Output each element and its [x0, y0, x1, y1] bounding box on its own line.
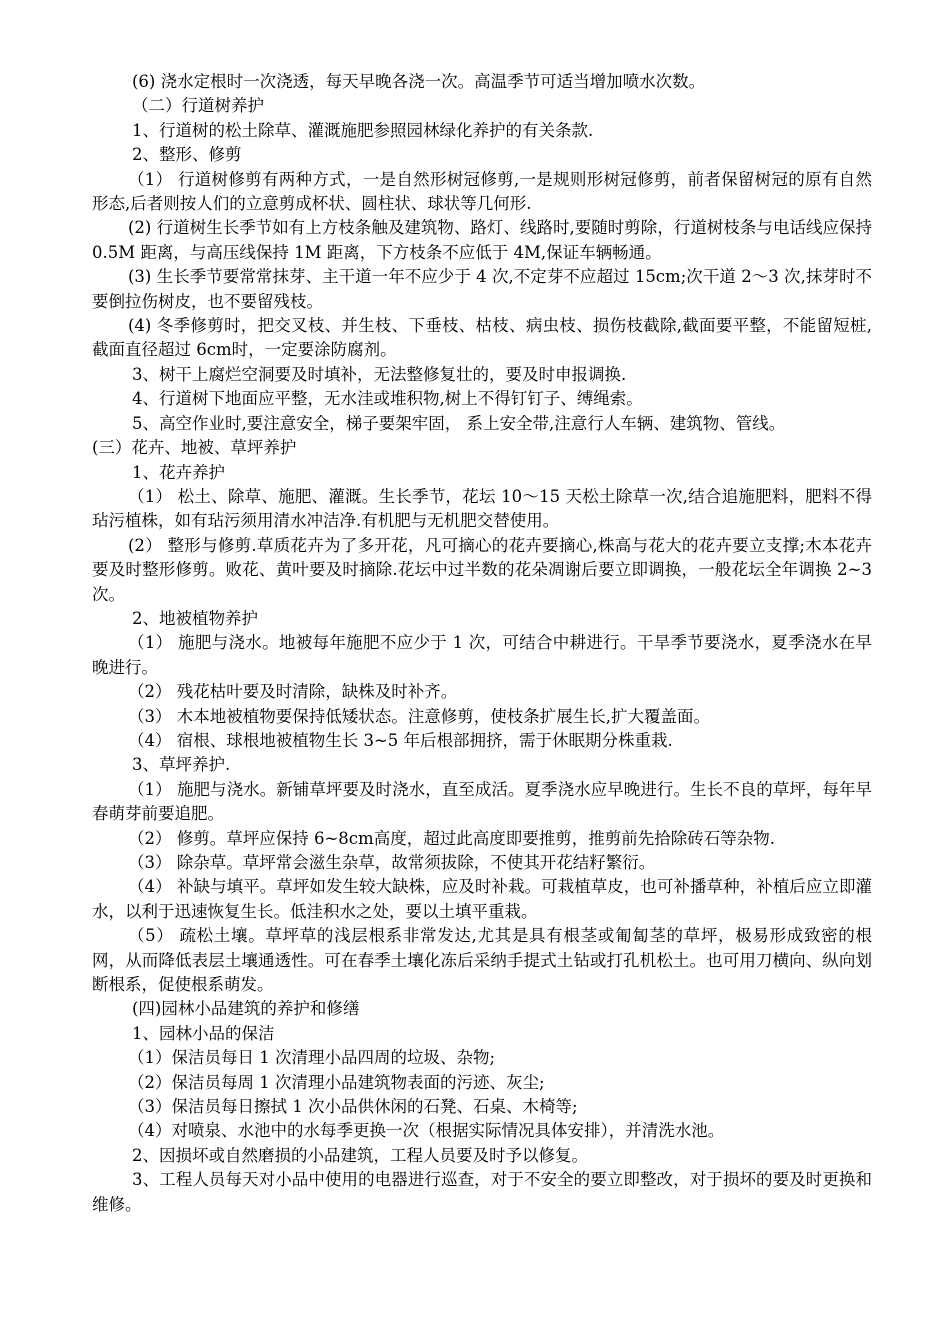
paragraph-cleaning-4: （4）对喷泉、水池中的水每季更换一次（根据实际情况具体安排），并清洗水池。	[128, 1121, 725, 1141]
paragraph-trunk-repair: 3、树干上腐烂空洞要及时填补，无法整修复壮的，要及时申报调换.	[132, 364, 627, 384]
paragraph-street-trees-weeding: 1、行道树的松土除草、灌溉施肥参照园林绿化养护的有关条款.	[132, 120, 594, 140]
subheading-structure-cleaning: 1、园林小品的保洁	[132, 1023, 275, 1043]
paragraph-cleaning-2: （2）保洁员每周 1 次清理小品建筑物表面的污迹、灰尘;	[128, 1072, 545, 1092]
paragraph-lawn-5: （5） 疏松土壤。草坪草的浅层根系非常发达,尤其是具有根茎或匍匐茎的草坪，极易形成致密的根网，从而降低表层土壤通透性。可在春季土壤化冻后采纳手提式土钻或打孔机松土。也可用刀横向、纵向划断根系，促使根系萌发。	[92, 926, 872, 995]
paragraph-flower-2: (2） 整形与修剪.草质花卉为了多开花，凡可摘心的花卉要摘心,株高与花大的花卉要立支撑;木本花卉要及时整形修剪。败花、黄叶要及时摘除.花坛中过半数的花朵凋谢后要立即调换，一般花坛全年调换 2~3 次。	[92, 535, 878, 604]
paragraph-lawn-4: （4） 补缺与填平。草坪如发生较大缺株，应及时补栽。可栽植草皮，也可补播草种，补植后应立即灌水，以利于迅速恢复生长。低洼积水之处，要以土填平重栽。	[92, 877, 872, 921]
paragraph-groundcover-2: （2） 残花枯叶要及时清除，缺株及时补齐。	[128, 682, 458, 702]
subheading-groundcover: 2、地被植物养护	[132, 608, 258, 628]
paragraph-cleaning-3: （3）保洁员每日擦拭 1 次小品供休闲的石凳、石桌、木椅等;	[128, 1097, 578, 1117]
paragraph-pruning-1: （1） 行道树修剪有两种方式，一是自然形树冠修剪,一是规则形树冠修剪，前者保留树冠的原有自然形态,后者则按人们的立意剪成杯状、圆柱状、球状等几何形.	[92, 169, 872, 214]
paragraph-lawn-1: （1） 施肥与浇水。新铺草坪要及时浇水，直至成活。夏季浇水应早晚进行。生长不良的草坪，每年早春萌芽前要追肥。	[92, 779, 872, 824]
subheading-pruning: 2、整形、修剪	[132, 145, 242, 165]
document-body	[92, 70, 878, 1217]
paragraph-pruning-3: (3) 生长季节要常常抹芽、主干道一年不应少于 4 次,不定芽不应超过 15cm;次干道 2～3 次,抹芽时不要倒拉伤树皮，也不要留残枝。	[92, 267, 872, 311]
paragraph-pruning-4: (4) 冬季修剪时，把交叉枝、并生枝、下垂枝、枯枝、病虫枝、损伤枝截除,截面要平整，不能留短桩,截面直径超过 6cm时，一定要涂防腐剂。	[92, 316, 872, 360]
paragraph-safety: 5、高空作业时,要注意安全，梯子要架牢固， 系上安全带,注意行人车辆、建筑物、管线。	[132, 413, 786, 433]
subheading-flower-care: 1、花卉养护	[132, 462, 225, 482]
paragraph-watering-note: (6) 浇水定根时一次浇透，每天早晚各浇一次。高温季节可适当增加喷水次数。	[132, 72, 706, 91]
section-heading-flowers: (三）花卉、地被、草坪养护	[92, 438, 297, 458]
section-heading-garden-structures: (四)园林小品建筑的养护和修缮	[132, 999, 360, 1019]
paragraph-lawn-2: （2） 修剪。草坪应保持 6~8cm高度，超过此高度即要推剪，推剪前先拾除砖石等杂物.	[128, 828, 775, 848]
paragraph-lawn-3: （3） 除杂草。草坪常会滋生杂草，故常须拔除，不使其开花结籽繁衍。	[128, 853, 656, 872]
paragraph-pruning-2: (2) 行道树生长季节如有上方枝条触及建筑物、路灯、线路时,要随时剪除，行道树枝条与电话线应保持 0.5M 距离，与高压线保持 1M 距离，下方枝条不应低于 4M,保证车辆畅通。	[92, 218, 878, 262]
paragraph-groundcover-4: （4） 宿根、球根地被植物生长 3~5 年后根部拥挤，需于休眠期分株重栽.	[128, 730, 673, 750]
paragraph-groundcover-1: （1） 施肥与浇水。地被每年施肥不应少于 1 次，可结合中耕进行。干旱季节要浇水，夏季浇水在早晚进行。	[92, 633, 872, 677]
paragraph-flower-1: （1） 松土、除草、施肥、灌溉。生长季节，花坛 10～15 天松土除草一次,结合追施肥料，肥料不得玷污植株，如有玷污须用清水冲洁净.有机肥与无机肥交替使用。	[92, 486, 872, 531]
paragraph-electrical-inspection: 3、工程人员每天对小品中使用的电器进行巡查，对于不安全的要立即整改，对于损坏的要及时更换和维修。	[92, 1170, 872, 1214]
paragraph-groundcover-3: （3） 木本地被植物要保持低矮状态。注意修剪，使枝条扩展生长,扩大覆盖面。	[128, 706, 710, 726]
paragraph-cleaning-1: （1）保洁员每日 1 次清理小品四周的垃圾、杂物;	[128, 1048, 496, 1068]
section-heading-street-trees: （二）行道树养护	[132, 96, 264, 116]
paragraph-ground-level: 4、行道树下地面应平整，无水洼或堆积物,树上不得钉钉子、缚绳索。	[132, 389, 643, 409]
subheading-lawn: 3、草坪养护.	[132, 755, 231, 775]
paragraph-repair: 2、因损坏或自然磨损的小品建筑，工程人员要及时予以修复。	[132, 1145, 588, 1165]
